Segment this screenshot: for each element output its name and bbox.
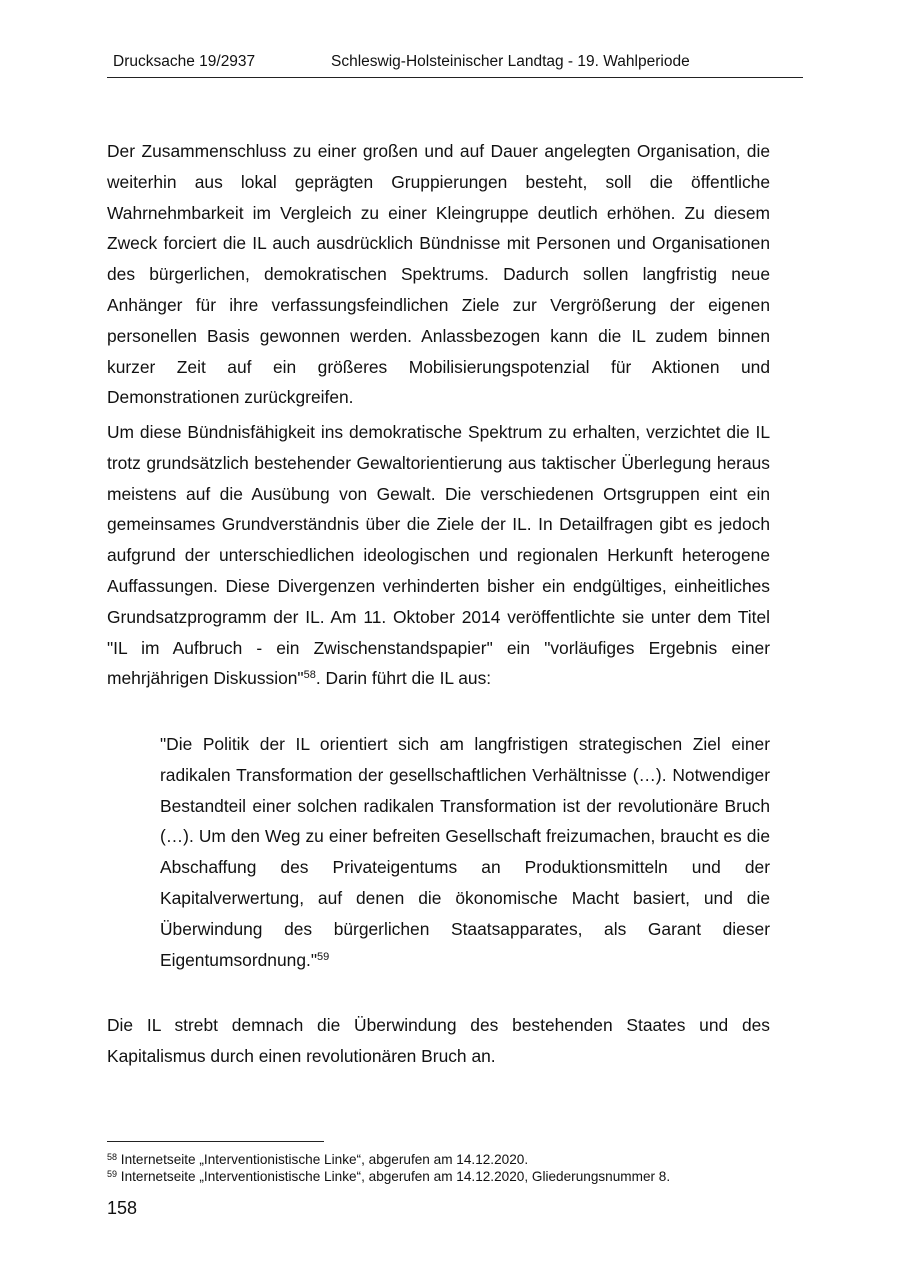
block-quote	[160, 729, 770, 975]
footnote-text: Internetseite „Interventionistische Linke“, abgerufen am 14.12.2020.	[120, 1152, 529, 1167]
footnote-59	[107, 1168, 807, 1185]
footnote-number: 58	[107, 1152, 118, 1162]
footnote-58	[107, 1151, 807, 1168]
footnotes	[107, 1151, 807, 1185]
paragraph-2-tail: . Darin führt die IL aus:	[315, 668, 492, 689]
paragraph-1: Der Zusammenschluss zu einer großen und auf Dauer angelegten Organisation, die weiterhin aus lokal geprägten Gruppierungen besteht, soll die öffentliche Wahrnehmbarkeit im Vergleich zu einer Kleingruppe deutlich erhöhen. Zu diesem Zweck forciert die IL auch ausdrücklich Bündnisse mit Personen und Organisationen des bürgerlichen, demokratischen Spektrums. Dadurch sollen langfristig neue Anhänger für ihre verfassungsfeindlichen Ziele zur Vergrößerung der eigenen personellen Basis gewonnen werden. Anlassbezogen kann die IL zudem binnen kurzer Zeit auf ein größeres Mobilisierungspotenzial für Aktionen und Demonstrationen zurückgreifen.	[107, 141, 770, 408]
document-number: Drucksache 19/2937	[113, 53, 256, 70]
footnote-ref-58: 58	[303, 669, 316, 682]
footnote-divider	[107, 1141, 324, 1142]
footnote-ref-59: 59	[317, 950, 330, 963]
footnote-text: Internetseite „Interventionistische Linke“, abgerufen am 14.12.2020, Gliederungsnummer 8.	[120, 1169, 671, 1184]
page-number: 158	[107, 1198, 138, 1218]
page-header	[107, 50, 803, 78]
paragraph-3: Die IL strebt demnach die Überwindung des bestehenden Staates und des Kapitalismus durch einen revolutionären Bruch an.	[107, 1015, 770, 1066]
footnote-number: 59	[107, 1169, 118, 1179]
parliament-title: Schleswig-Holsteinischer Landtag - 19. Wahlperiode	[331, 53, 690, 70]
quote-text: "Die Politik der IL orientiert sich am langfristigen strategischen Ziel einer radikalen Transformation der gesellschaftlichen Verhältnisse (…). Notwendiger Bestandteil einer solchen radikalen Transformation ist der revolutionäre Bruch (…). Um den Weg zu einer befreiten Gesellschaft freizumachen, braucht es die Abschaffung des Privateigentums an Produktionsmitteln und der Kapitalverwertung, auf denen die ökonomische Macht basiert, und die Überwindung des bürgerlichen Staatsapparates, als Garant dieser Eigentumsordnung."	[160, 734, 770, 970]
paragraph-2-text: Um diese Bündnisfähigkeit ins demokratische Spektrum zu erhalten, verzichtet die IL trotz grundsätzlich bestehender Gewaltorientierung aus taktischer Überlegung heraus meistens auf die Ausübung von Gewalt. Die verschiedenen Ortsgruppen eint ein gemeinsames Grundverständnis über die Ziele der IL. In Detailfragen gibt es jedoch aufgrund der unterschiedlichen ideologischen und regionalen Herkunft heterogene Auffassungen. Diese Divergenzen verhinderten bisher ein endgültiges, einheitliches Grundsatzprogramm der IL. Am 11. Oktober 2014 veröffentlichte sie unter dem Titel "IL im Aufbruch - ein Zwischenstandspapier" ein "vorläufiges Ergebnis einer mehrjährigen Diskussion"	[107, 422, 770, 689]
paragraph-2	[107, 417, 770, 694]
